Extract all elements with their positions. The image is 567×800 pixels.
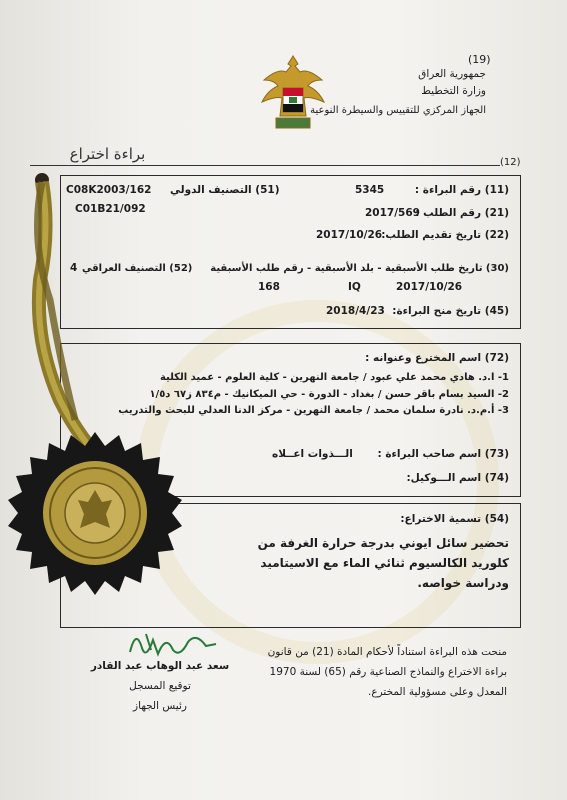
owner-label: (73) اسم صاحب البراءة : xyxy=(377,448,509,460)
title-rule xyxy=(30,165,500,166)
doc-number: (19) xyxy=(468,53,491,66)
wax-seal-icon xyxy=(8,430,183,605)
inventor-2: 2- السيد بسام باقر حسن / بغداد - الدورة - حي الميكانيك - م٨٣٤ ز٦٧ د١/٥ xyxy=(149,389,509,400)
priority-number: 168 xyxy=(258,281,280,293)
country-name: جمهورية العراق xyxy=(418,68,486,80)
invention-title-line-1: تحضير سائل ايوني بدرجة حرارة الغرفة من xyxy=(257,536,509,550)
grant-date-label: (45) تاريخ منح البراءة: xyxy=(392,305,509,317)
signer-role: توقيع المسجل xyxy=(129,680,191,692)
invention-title-line-3: ودراسة خواصه. xyxy=(417,576,509,590)
intl-class-label: (51) التصنيف الدولي xyxy=(170,184,280,196)
patent-number: 5345 xyxy=(355,184,385,196)
iraqi-class: 4 xyxy=(70,262,78,274)
inventor-1: 1- ا.د. هادي محمد علي عبود / جامعة النهرين - كلية العلوم - عميد الكلية xyxy=(159,372,509,383)
patent-number-label: (11) رقم البراءة : xyxy=(414,184,509,196)
priority-label: (30) تاريخ طلب الأسبقية - بلد الأسبقية - رقم طلب الأسبقية xyxy=(210,263,509,274)
agency-name: الجهاز المركزي للتقييس والسيطرة النوعية xyxy=(310,105,486,116)
invention-title-line-2: كلوريد الكالسيوم ثنائي الماء مع الاسيتاميد xyxy=(260,556,509,570)
filing-date-label: (22) تاريخ تقديم الطلب: xyxy=(381,229,509,241)
owner-value: الـــذوات اعــلاه xyxy=(272,448,353,460)
iraq-eagle-emblem-icon xyxy=(258,50,328,138)
priority-country: IQ xyxy=(348,281,361,293)
grant-date: 2018/4/23 xyxy=(326,305,385,317)
inventors-label: (72) اسم المخترع وعنوانه : xyxy=(365,352,509,364)
agent-label: (74) اسم الـــوكيل: xyxy=(406,472,509,484)
application-number: 2017/569 xyxy=(365,207,420,219)
intl-class-2: C01B21/092 xyxy=(75,203,146,215)
signer-title: رئيس الجهاز xyxy=(133,700,187,712)
handwritten-signature xyxy=(118,620,223,665)
application-number-label: (21) رقم الطلب : xyxy=(415,207,509,219)
grant-basis-line-3: المعدل وعلى مسؤولية المخترع. xyxy=(368,686,507,698)
grant-basis-line-2: براءة الاختراع والنماذج الصناعية رقم (65) لسنة 1970 xyxy=(269,666,507,678)
grant-basis-line-1: منحت هذه البراءة استناداً لأحكام المادة (21) من قانون xyxy=(267,646,507,658)
ministry-name: وزارة التخطيط xyxy=(421,85,486,97)
inventor-3: 3- أ.م.د. نادرة سلمان محمد / جامعة النهرين - مركز الدنا العدلي للبحث والتدريب xyxy=(118,405,509,416)
section-code: (12) xyxy=(500,157,521,168)
priority-date: 2017/10/26 xyxy=(396,281,463,293)
intl-class-1: C08K2003/162 xyxy=(66,184,152,196)
page-title: براءة اختراع xyxy=(69,145,146,163)
signer-name: سعد عبد الوهاب عبد القادر xyxy=(90,660,230,672)
iraqi-class-label: (52) التصنيف العراقي xyxy=(82,263,193,274)
filing-date: 2017/10/26 xyxy=(316,229,383,241)
invention-title-label: (54) تسمية الاختراع: xyxy=(400,513,509,525)
